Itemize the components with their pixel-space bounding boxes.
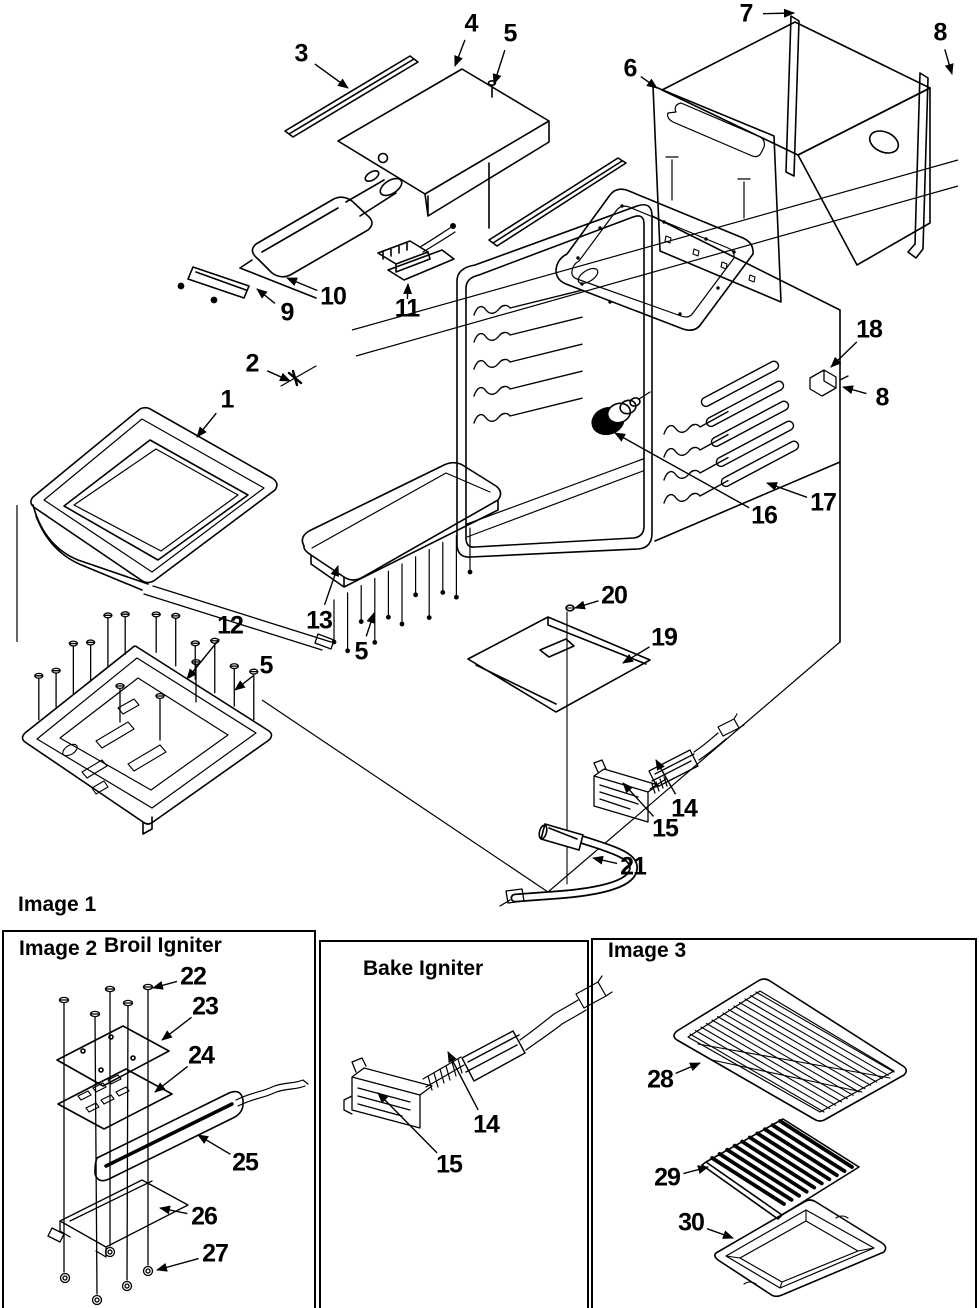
callout-14: 14	[473, 1110, 499, 1139]
image1-label: Image 1	[18, 893, 97, 916]
callout-7: 7	[739, 0, 753, 28]
callout-4: 4	[464, 9, 478, 38]
callout-20: 20	[601, 581, 627, 610]
callout-14: 14	[671, 794, 697, 823]
callout-18: 18	[856, 315, 882, 344]
callout-13: 13	[306, 606, 332, 635]
callout-6: 6	[623, 54, 637, 83]
callout-8: 8	[933, 18, 947, 47]
callout-27: 27	[202, 1239, 228, 1268]
callout-5: 5	[503, 19, 517, 48]
callout-5: 5	[354, 637, 368, 666]
callout-17: 17	[810, 488, 836, 517]
image2-label: Image 2	[19, 937, 98, 960]
callout-30: 30	[678, 1208, 704, 1237]
callout-15: 15	[652, 814, 678, 843]
callout-10: 10	[320, 282, 346, 311]
callout-25: 25	[232, 1148, 258, 1177]
callout-12: 12	[217, 611, 243, 640]
callout-9: 9	[280, 298, 294, 327]
callout-1: 1	[220, 385, 234, 414]
callout-16: 16	[751, 501, 777, 530]
callout-21: 21	[620, 852, 646, 881]
callout-2: 2	[245, 349, 259, 378]
callout-5: 5	[259, 651, 273, 680]
callout-22: 22	[180, 962, 206, 991]
callout-15: 15	[436, 1150, 462, 1179]
callout-3: 3	[294, 39, 308, 68]
callout-24: 24	[188, 1041, 214, 1070]
image2-subtitle-broil-igniter: Broil Igniter	[104, 934, 222, 957]
callout-8: 8	[875, 383, 889, 412]
image3-label: Image 3	[608, 939, 687, 962]
callout-28: 28	[647, 1065, 673, 1094]
bake-igniter-title: Bake Igniter	[363, 957, 484, 980]
callout-11: 11	[394, 294, 420, 323]
callout-23: 23	[192, 992, 218, 1021]
callout-29: 29	[654, 1163, 680, 1192]
callout-26: 26	[191, 1202, 217, 1231]
callout-19: 19	[651, 623, 677, 652]
